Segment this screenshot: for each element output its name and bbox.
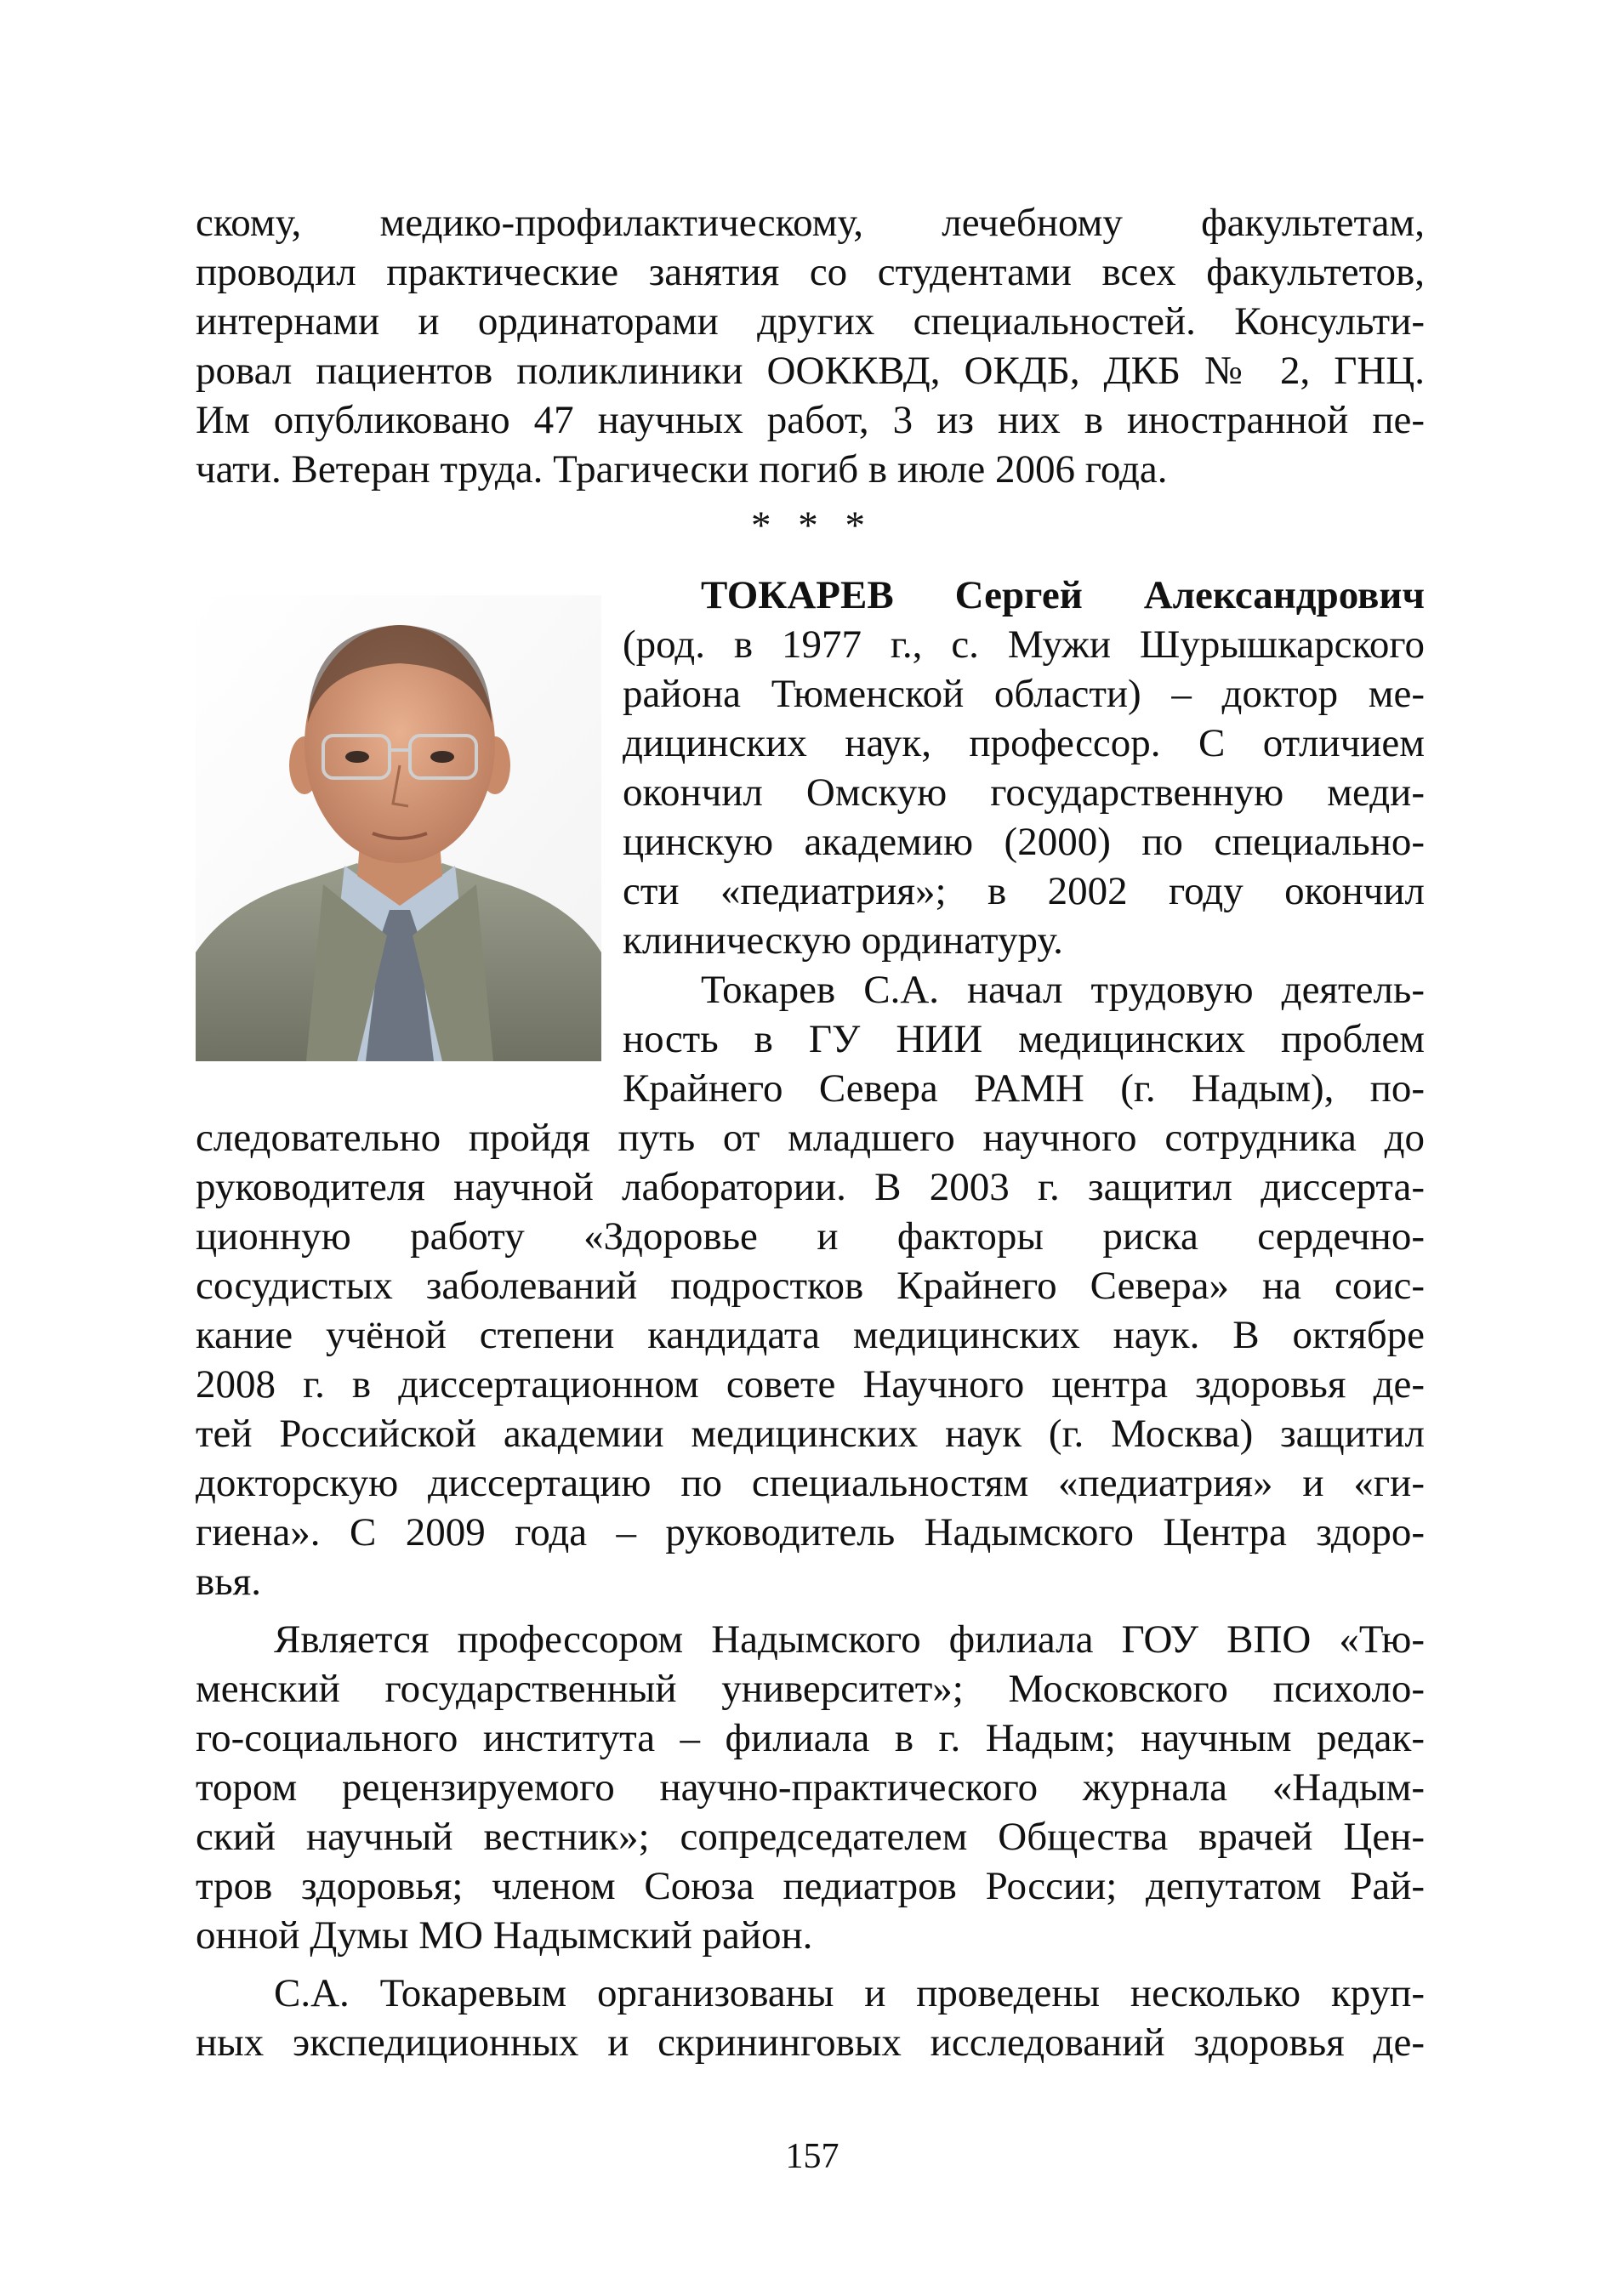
text-line: клиническую ординатуру. (623, 918, 1063, 963)
text-line: скому, медико-профилактическому, лечебному факультетам, (196, 201, 1425, 245)
portrait-photo (196, 595, 601, 1061)
text-line: кание учёной степени кандидата медицинских наук. В октябре (196, 1313, 1425, 1357)
text-line: проводил практические занятия со студентами всех факультетов, (196, 250, 1425, 294)
text-line: (род. в 1977 г., с. Мужи Шурышкарского (623, 622, 1425, 667)
bio-name: ТОКАРЕВ Сергей Александрович (701, 573, 1425, 617)
text-line: гиена». С 2009 года – руководитель Надымского Центра здоро- (196, 1510, 1425, 1554)
page-number: 157 (785, 2137, 839, 2176)
text-line: дицинских наук, профессор. С отличием (623, 721, 1425, 765)
text-line: тров здоровья; членом Союза педиатров России; депутатом Рай- (196, 1864, 1425, 1908)
text-line: Крайнего Севера РАМН (г. Надым), по- (623, 1066, 1425, 1111)
section-separator: * * * (751, 503, 874, 548)
text-line: тей Российской академии медицинских наук (г. Москва) защитил (196, 1412, 1425, 1456)
text-line: руководителя научной лаборатории. В 2003 г. защитил диссерта- (196, 1165, 1425, 1209)
text-line: го-социального института – филиала в г. Надым; научным редак- (196, 1716, 1425, 1760)
text-line: 2008 г. в диссертационном совете Научного центра здоровья де- (196, 1362, 1425, 1407)
text-line: ционную работу «Здоровье и факторы риска сердечно- (196, 1214, 1425, 1259)
text-line: сосудистых заболеваний подростков Крайнего Севера» на соис- (196, 1264, 1425, 1308)
text-line: онной Думы МО Надымский район. (196, 1913, 813, 1958)
text-line: тором рецензируемого научно-практического журнала «Надым- (196, 1765, 1425, 1810)
text-line: ровал пациентов поликлиники ООККВД, ОКДБ, ДКБ № 2, ГНЦ. (196, 349, 1425, 393)
text-line: сти «педиатрия»; в 2002 году окончил (623, 869, 1425, 913)
text-line: окончил Омскую государственную меди- (623, 770, 1425, 815)
text-line: интернами и ординаторами других специальностей. Консульти- (196, 299, 1425, 344)
text-line: докторскую диссертацию по специальностям «педиатрия» и «ги- (196, 1461, 1425, 1505)
text-line: Является профессором Надымского филиала ГОУ ВПО «Тю- (274, 1617, 1425, 1662)
text-line: С.А. Токаревым организованы и проведены несколько круп- (274, 1971, 1425, 2015)
text-line: цинскую академию (2000) по специально- (623, 820, 1425, 864)
text-line: ность в ГУ НИИ медицинских проблем (623, 1017, 1425, 1061)
text-line: ных экспедиционных и скрининговых исследований здоровья де- (196, 2020, 1425, 2065)
text-line: Им опубликовано 47 научных работ, 3 из них в иностранной пе- (196, 398, 1425, 442)
text-line: менский государственный университет»; Московского психоло- (196, 1667, 1425, 1711)
text-line: вья. (196, 1560, 261, 1604)
text-line: района Тюменской области) – доктор ме- (623, 672, 1425, 716)
text-line: Токарев С.А. начал трудовую деятель- (701, 968, 1425, 1012)
text-line: чати. Ветеран труда. Трагически погиб в июле 2006 года. (196, 447, 1168, 492)
text-line: ский научный вестник»; сопредседателем Общества врачей Цен- (196, 1815, 1425, 1859)
text-line: следовательно пройдя путь от младшего научного сотрудника до (196, 1116, 1425, 1160)
